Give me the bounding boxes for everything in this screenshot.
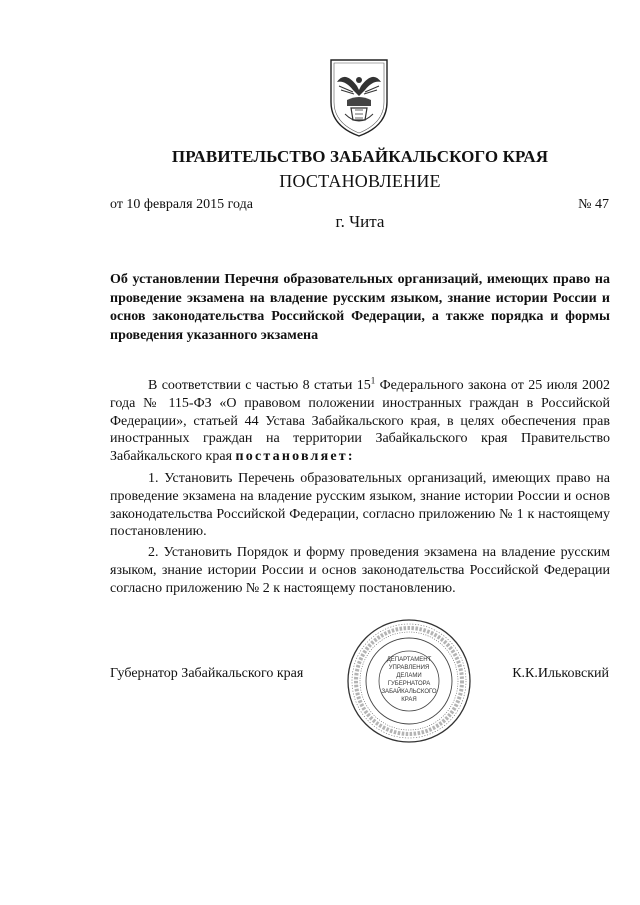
document-number: № 47 xyxy=(578,197,609,212)
signature-role: Губернатор Забайкальского края xyxy=(110,666,304,681)
stamp-line-2: УПРАВЛЕНИЯ xyxy=(388,665,430,671)
stamp-line-4: ГУБЕРНАТОРА xyxy=(387,681,431,687)
signature-name: К.К.Ильковский xyxy=(512,666,609,681)
article-superscript: 1 xyxy=(370,375,376,386)
stamp-line-5: ЗАБАЙКАЛЬСКОГО xyxy=(381,689,437,695)
stamp-line-1: ДЕПАРТАМЕНТ xyxy=(386,657,432,663)
document-date: от 10 февраля 2015 года xyxy=(110,197,253,212)
government-title: ПРАВИТЕЛЬСТВО ЗАБАЙКАЛЬСКОГО КРАЯ xyxy=(171,147,549,166)
stamp-line-6: КРАЯ xyxy=(401,697,417,703)
resolves-word: постановляет: xyxy=(235,449,355,465)
preamble-text-continued: Федерального закона от 25 июля 2002 года № 115-ФЗ «О правовом положении иностранных граждан в Российской Федерации», статьей 44 Устава Забайкальского края, в целях обеспечения прав иностранных граждан на территории Забайкальского края Правительство Забайкальского края xyxy=(110,378,610,465)
preamble-text: В соответствии с частью 8 статьи 15 xyxy=(148,378,371,393)
resolution-item-2: 2. Установить Порядок и форму проведения экзамена на владение русским языком, знание истории России и основ законодательства Российской Федерации согласно приложению № 2 к настоящему постановлению. xyxy=(110,545,610,596)
coat-of-arms-emblem xyxy=(325,56,393,138)
official-seal-stamp xyxy=(346,618,472,744)
resolution-item-1: 1. Установить Перечень образовательных организаций, имеющих право на проведение экзамена на владение русским языком, знание истории России и основ законодательства Российской Федерации, согласно приложению № 1 к настоящему постановлению. xyxy=(110,471,610,540)
document-city: г. Чита xyxy=(335,212,385,231)
stamp-line-3: ДЕЛАМИ xyxy=(396,673,422,679)
document-type: ПОСТАНОВЛЕНИЕ xyxy=(279,171,441,191)
preamble-paragraph xyxy=(110,377,610,466)
document-subject: Об установлении Перечня образовательных организаций, имеющих право на проведение экзамена на владение русским языком, знание истории России и основ законодательства Российской Федерации, а также порядка и формы проведения указанного экзамена xyxy=(110,272,610,343)
